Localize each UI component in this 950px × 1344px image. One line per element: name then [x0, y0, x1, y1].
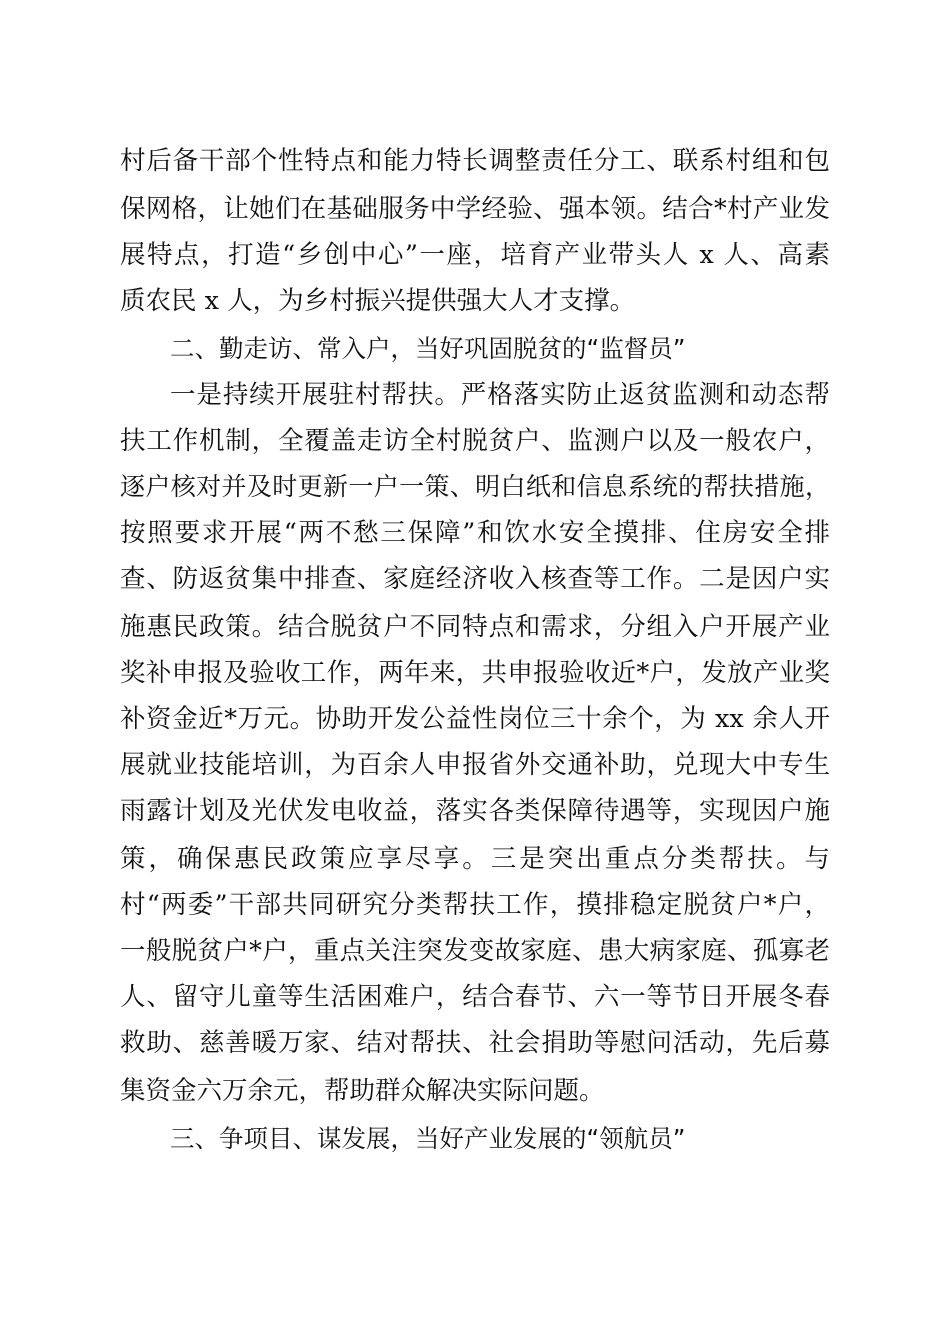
paragraph-line: 村“两委”干部共同研究分类帮扶工作，摸排稳定脱贫户*户， — [120, 890, 830, 920]
paragraph-line: 逐户核对并及时更新一户一策、明白纸和信息系统的帮扶措施， — [120, 472, 830, 501]
paragraph-line: 展特点，打造“乡创中心”一座，培育产业带头人 x 人、高素 — [120, 240, 830, 270]
paragraph-line: 质农民 x 人，为乡村振兴提供强大人才支撑。 — [120, 286, 636, 316]
paragraph-line: 保网格，让她们在基础服务中学经验、强本领。结合*村产业发 — [120, 194, 830, 224]
section-heading-3: 三、争项目、谋发展，当好产业发展的“领航员” — [170, 1124, 686, 1153]
paragraph-line: 扶工作机制，全覆盖走访全村脱贫户、监测户以及一般农户， — [120, 426, 830, 456]
paragraph-line: 展就业技能培训，为百余人申报省外交通补助，兑现大中专生 — [120, 750, 830, 780]
paragraph-line: 一是持续开展驻村帮扶。严格落实防止返贫监测和动态帮 — [170, 380, 830, 410]
paragraph-line: 人、留守儿童等生活困难户，结合春节、六一等节日开展冬春 — [120, 982, 830, 1012]
section-heading-2: 二、勤走访、常入户，当好巩固脱贫的“监督员” — [170, 334, 686, 363]
paragraph-line: 雨露计划及光伏发电收益，落实各类保障待遇等，实现因户施 — [120, 796, 830, 826]
paragraph-line: 补资金近*万元。协助开发公益性岗位三十余个，为 xx 余人开 — [120, 704, 830, 734]
paragraph-line: 一般脱贫户*户，重点关注突发变故家庭、患大病家庭、孤寡老 — [120, 936, 830, 966]
paragraph-line: 村后备干部个性特点和能力特长调整责任分工、联系村组和包 — [120, 146, 830, 176]
paragraph-line: 查、防返贫集中排查、家庭经济收入核查等工作。二是因户实 — [120, 564, 830, 594]
paragraph-line: 奖补申报及验收工作，两年来，共申报验收近*户，发放产业奖 — [120, 658, 830, 688]
paragraph-line: 施惠民政策。结合脱贫户不同特点和需求，分组入户开展产业 — [120, 612, 830, 642]
paragraph-line: 按照要求开展“两不愁三保障”和饮水安全摸排、住房安全排 — [120, 518, 830, 548]
paragraph-line: 集资金六万余元，帮助群众解决实际问题。 — [120, 1076, 605, 1106]
paragraph-line: 救助、慈善暖万家、结对帮扶、社会捐助等慰问活动，先后募 — [120, 1028, 830, 1058]
paragraph-line: 策，确保惠民政策应享尽享。三是突出重点分类帮扶。与 — [120, 844, 830, 874]
